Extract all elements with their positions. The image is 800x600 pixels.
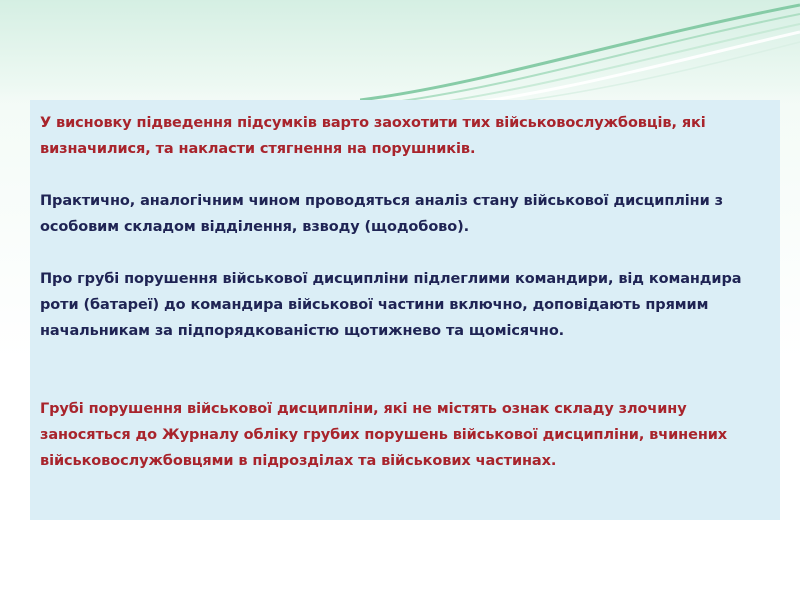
journal-paragraph: Грубі порушення військової дисципліни, які не містять ознак складу злочину заносяться до Журналу обліку грубих порушень військової дисципліни, вчинених військовослужбовцями в підрозділах та військових частинах. [40,401,728,469]
decorative-swoosh [360,0,800,110]
report-paragraph: Про грубі порушення військової дисципліни підлеглими командири, від командира роти (батареї) до командира військової частини включно, доповідають прямим начальникам за підпорядкованістю щотижнево та щомісячно. [40,271,742,339]
practical-paragraph: Практично, аналогічним чином проводяться аналіз стану військової дисципліни з особовим складом відділення, взводу (щодобово). [40,193,723,235]
content-box [30,100,780,520]
intro-paragraph: У висновку підведення підсумків варто заохотити тих військовослужбовців, які визначилися, та накласти стягнення на порушників. [40,115,706,157]
